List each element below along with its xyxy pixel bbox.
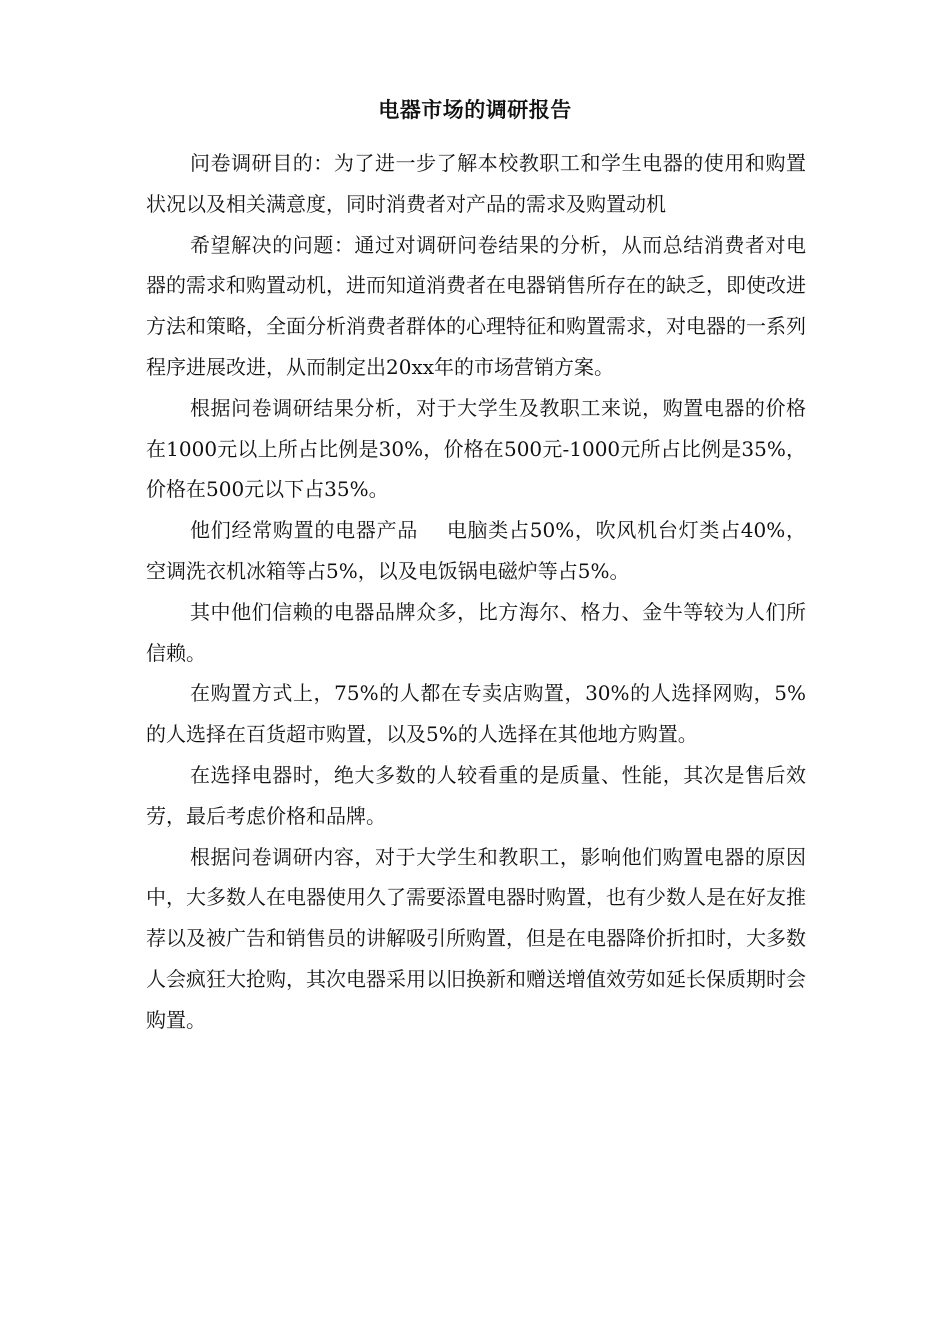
product-categories-lead: 他们经常购置的电器产品 [190,518,419,543]
product-categories-detail: 电脑类占50%，吹风机台灯类占40%，空调洗衣机冰箱等占5%，以及电饭锅电磁炉等占5%。 [146,518,806,583]
document-body [146,143,806,1041]
paragraph-brands: 其中他们信赖的电器品牌众多，比方海尔、格力、金牛等较为人们所信赖。 [146,599,806,665]
paragraph-survey-purpose: 问卷调研目的：为了进一步了解本校教职工和学生电器的使用和购置状况以及相关满意度，同时消费者对产品的需求及购置动机 [146,151,806,216]
paragraph-problems-to-solve: 希望解决的问题：通过对调研问卷结果的分析，从而总结消费者对电器的需求和购置动机，进而知道消费者在电器销售所存在的缺乏，即使改进方法和策略，全面分析消费者群体的心理特征和购置需求，对电器的一系列程序进展改进，从而制定出20xx年的市场营销方案。 [146,232,806,379]
paragraph-price-analysis: 根据问卷调研结果分析，对于大学生及教职工来说，购置电器的价格在1000元以上所占比例是30%，价格在500元-1000元所占比例是35%，价格在500元以下占35%。 [146,395,806,502]
document-title: 电器市场的调研报告 [378,98,572,122]
paragraph-selection-criteria: 在选择电器时，绝大多数的人较看重的是质量、性能，其次是售后效劳，最后考虑价格和品牌。 [146,762,806,828]
paragraph-product-categories [146,510,806,592]
paragraph-purchase-channels: 在购置方式上，75%的人都在专卖店购置，30%的人选择网购，5%的人选择在百货超市购置，以及5%的人选择在其他地方购置。 [146,681,806,747]
paragraph-purchase-motivation: 根据问卷调研内容，对于大学生和教职工，影响他们购置电器的原因中，大多数人在电器使用久了需要添置电器时购置，也有少数人是在好友推荐以及被广告和销售员的讲解吸引所购置，但是在电器降价折扣时，大多数人会疯狂大抢购，其次电器采用以旧换新和赠送增值效劳如延长保质期时会购置。 [146,844,806,1032]
